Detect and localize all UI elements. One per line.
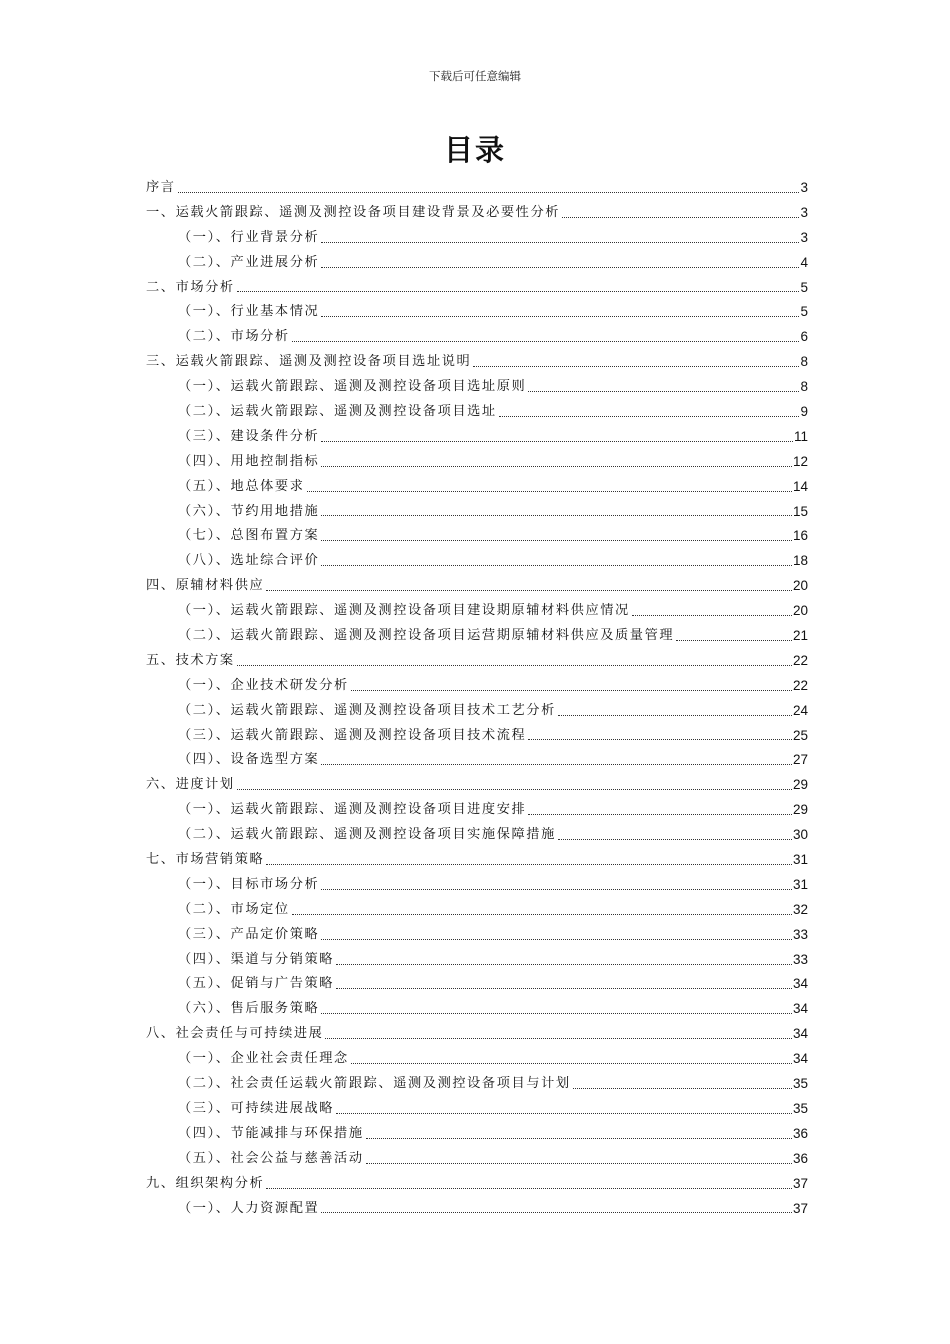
toc-entry-label: 三、运载火箭跟踪、遥测及测控设备项目选址说明 [146,354,472,370]
header-note: 下载后可任意编辑 [429,69,521,83]
toc-leader-dots [307,491,792,492]
toc-entry[interactable] [146,823,808,848]
toc-entry[interactable] [146,724,808,749]
toc-entry-page-number: 35 [792,1076,808,1092]
toc-entry-label: （三）、可持续进展战略 [178,1100,335,1116]
toc-title: 目录 [443,133,506,167]
toc-leader-dots [266,1188,792,1189]
toc-leader-dots [321,466,792,467]
toc-entry-label: （一）、运载火箭跟踪、遥测及测控设备项目建设期原辅材料供应情况 [178,603,630,619]
toc-leader-dots [237,789,792,790]
toc-entry-label: （三）、建设条件分析 [178,428,320,444]
toc-entry-label: （一）、企业技术研发分析 [178,677,349,693]
toc-entry-page-number: 36 [792,1150,808,1166]
toc-entry[interactable] [146,549,808,574]
toc-entry-page-number: 3 [800,204,808,220]
toc-entry[interactable] [146,574,808,599]
toc-leader-dots [321,540,792,541]
toc-entry-page-number: 8 [800,379,808,395]
toc-leader-dots [321,441,793,442]
toc-entry-page-number: 31 [792,852,808,868]
toc-entry-label: （二）、运载火箭跟踪、遥测及测控设备项目选址 [178,404,497,419]
toc-entry[interactable] [146,375,808,400]
toc-entry-page-number: 21 [792,628,808,644]
toc-entry[interactable] [146,500,808,525]
toc-entry-label: （二）、市场分析 [178,329,290,345]
toc-entry-page-number: 5 [800,304,808,320]
toc-entry[interactable] [146,699,808,724]
toc-leader-dots [336,988,792,989]
toc-leader-dots [266,864,792,865]
toc-entry-page-number: 33 [792,926,808,942]
toc-entry-page-number: 3 [800,229,808,245]
toc-leader-dots [325,1038,792,1039]
toc-leader-dots [528,391,799,392]
toc-entry-page-number: 12 [792,453,808,469]
toc-entry[interactable] [146,425,808,450]
toc-entry-label: （八）、选址综合评价 [178,553,320,569]
toc-entry-page-number: 4 [800,254,808,270]
toc-entry-label: （二）、产业进展分析 [178,254,320,270]
toc-entry[interactable] [146,1147,808,1172]
toc-entry-page-number: 22 [792,677,808,693]
toc-leader-dots [321,267,799,268]
toc-entry[interactable] [146,773,808,798]
toc-entry-page-number: 29 [792,802,808,818]
toc-leader-dots [562,217,799,218]
toc-leader-dots [351,690,792,691]
toc-entry-label: 一、运载火箭跟踪、遥测及测控设备项目建设背景及必要性分析 [146,204,561,220]
table-of-contents [146,176,808,1221]
toc-entry[interactable] [146,748,808,773]
toc-leader-dots [292,341,800,342]
toc-entry[interactable] [146,1022,808,1047]
toc-entry[interactable] [146,226,808,251]
toc-entry-label: （六）、售后服务策略 [178,1001,320,1017]
toc-entry[interactable] [146,873,808,898]
toc-leader-dots [178,192,800,193]
toc-entry[interactable] [146,300,808,325]
toc-entry-page-number: 3 [800,179,808,195]
toc-entry-page-number: 14 [792,478,808,494]
toc-entry-page-number: 29 [792,777,808,793]
toc-entry-page-number: 8 [800,354,808,370]
toc-entry-page-number: 35 [792,1100,808,1116]
toc-entry-page-number: 34 [792,1001,808,1017]
toc-entry-page-number: 25 [792,727,808,743]
toc-entry-label: （一）、企业社会责任理念 [178,1051,349,1067]
toc-leader-dots [351,1063,792,1064]
toc-entry-label: （七）、总图布置方案 [178,528,320,544]
toc-entry-label: 九、组织架构分析 [146,1175,265,1191]
toc-entry-page-number: 20 [792,603,808,619]
toc-leader-dots [292,914,792,915]
toc-leader-dots [558,839,792,840]
toc-entry-label: 四、原辅材料供应 [146,578,265,594]
toc-entry-page-number: 37 [792,1175,808,1191]
toc-entry-label: 五、技术方案 [146,652,235,668]
toc-entry[interactable] [146,276,808,301]
toc-entry[interactable] [146,948,808,973]
toc-leader-dots [632,615,792,616]
toc-leader-dots [321,242,799,243]
toc-leader-dots [366,1163,792,1164]
toc-leader-dots [366,1138,792,1139]
toc-entry-label: （二）、市场定位 [178,901,290,917]
toc-entry[interactable] [146,997,808,1022]
toc-entry[interactable] [146,599,808,624]
toc-entry-label: 六、进度计划 [146,777,235,793]
toc-entry-label: （一）、行业基本情况 [178,304,320,320]
toc-entry-label: （一）、行业背景分析 [178,229,320,245]
toc-entry-page-number: 5 [800,279,808,295]
toc-entry-label: （二）、社会责任运载火箭跟踪、遥测及测控设备项目与计划 [178,1076,571,1092]
toc-entry[interactable] [146,524,808,549]
toc-leader-dots [321,1013,792,1014]
toc-entry-page-number: 20 [792,578,808,594]
toc-entry[interactable] [146,1097,808,1122]
toc-leader-dots [321,565,792,566]
toc-entry-label: （二）、运载火箭跟踪、遥测及测控设备项目实施保障措施 [178,827,556,843]
toc-entry[interactable] [146,923,808,948]
toc-entry-page-number: 6 [800,329,808,345]
toc-leader-dots [321,316,799,317]
toc-entry-page-number: 16 [792,528,808,544]
toc-leader-dots [558,715,792,716]
toc-entry[interactable] [146,251,808,276]
toc-entry[interactable] [146,475,808,500]
toc-entry[interactable] [146,325,808,350]
toc-entry-page-number: 24 [792,702,808,718]
toc-entry[interactable] [146,1197,808,1222]
toc-entry-page-number: 32 [792,901,808,917]
toc-entry-page-number: 37 [792,1200,808,1216]
toc-entry[interactable] [146,176,808,201]
toc-leader-dots [321,889,792,890]
toc-leader-dots [528,739,792,740]
toc-leader-dots [499,416,800,417]
toc-entry[interactable] [146,450,808,475]
toc-entry[interactable] [146,201,808,226]
toc-entry-label: （四）、设备选型方案 [178,752,320,768]
toc-entry-page-number: 31 [792,876,808,892]
toc-entry-label: （五）、社会公益与慈善活动 [178,1150,364,1166]
toc-entry-label: （二）、运载火箭跟踪、遥测及测控设备项目运营期原辅材料供应及质量管理 [178,628,675,644]
toc-entry-label: （三）、产品定价策略 [178,926,320,942]
toc-leader-dots [321,1212,792,1213]
toc-leader-dots [573,1088,792,1089]
toc-entry[interactable] [146,1047,808,1072]
toc-entry-page-number: 30 [792,827,808,843]
toc-entry-page-number: 11 [793,428,808,444]
toc-entry[interactable] [146,973,808,998]
toc-entry-page-number: 9 [800,404,808,419]
toc-entry-label: （一）、运载火箭跟踪、遥测及测控设备项目选址原则 [178,379,527,395]
toc-entry-label: （一）、目标市场分析 [178,876,320,892]
toc-leader-dots [528,814,792,815]
toc-leader-dots [336,964,792,965]
toc-entry[interactable] [146,898,808,923]
toc-leader-dots [336,1113,792,1114]
toc-entry-label: （四）、渠道与分销策略 [178,951,335,967]
toc-entry[interactable] [146,1172,808,1197]
toc-leader-dots [473,366,799,367]
toc-entry-label: 八、社会责任与可持续进展 [146,1026,324,1042]
toc-entry-label: （五）、促销与广告策略 [178,976,335,992]
toc-entry[interactable] [146,674,808,699]
toc-entry-label: （六）、节约用地措施 [178,503,320,519]
toc-leader-dots [321,939,792,940]
toc-entry[interactable] [146,350,808,375]
toc-entry-page-number: 27 [792,752,808,768]
toc-entry-label: 序言 [146,179,176,195]
toc-entry[interactable] [146,649,808,674]
toc-entry-label: 七、市场营销策略 [146,852,265,868]
toc-leader-dots [676,640,792,641]
toc-entry-page-number: 22 [792,652,808,668]
toc-entry[interactable] [146,1072,808,1097]
toc-entry[interactable] [146,848,808,873]
toc-entry-label: 二、市场分析 [146,279,235,295]
toc-entry-label: （一）、人力资源配置 [178,1200,320,1216]
toc-leader-dots [321,764,792,765]
toc-entry-page-number: 18 [792,553,808,569]
toc-entry[interactable] [146,798,808,823]
toc-leader-dots [237,665,792,666]
toc-entry-label: （四）、节能减排与环保措施 [178,1125,364,1141]
toc-leader-dots [237,291,800,292]
toc-entry[interactable] [146,1122,808,1147]
toc-leader-dots [321,515,792,516]
toc-entry[interactable] [146,624,808,649]
toc-entry-page-number: 15 [792,503,808,519]
toc-leader-dots [266,590,792,591]
toc-entry-page-number: 34 [792,1051,808,1067]
toc-entry-label: （一）、运载火箭跟踪、遥测及测控设备项目进度安排 [178,802,527,818]
toc-entry-page-number: 34 [792,1026,808,1042]
toc-entry-label: （五）、地总体要求 [178,478,305,494]
toc-entry[interactable] [146,400,808,425]
toc-entry-label: （四）、用地控制指标 [178,453,320,469]
toc-entry-page-number: 34 [792,976,808,992]
toc-entry-page-number: 36 [792,1125,808,1141]
toc-entry-page-number: 33 [792,951,808,967]
toc-entry-label: （三）、运载火箭跟踪、遥测及测控设备项目技术流程 [178,727,527,743]
toc-entry-label: （二）、运载火箭跟踪、遥测及测控设备项目技术工艺分析 [178,702,556,718]
